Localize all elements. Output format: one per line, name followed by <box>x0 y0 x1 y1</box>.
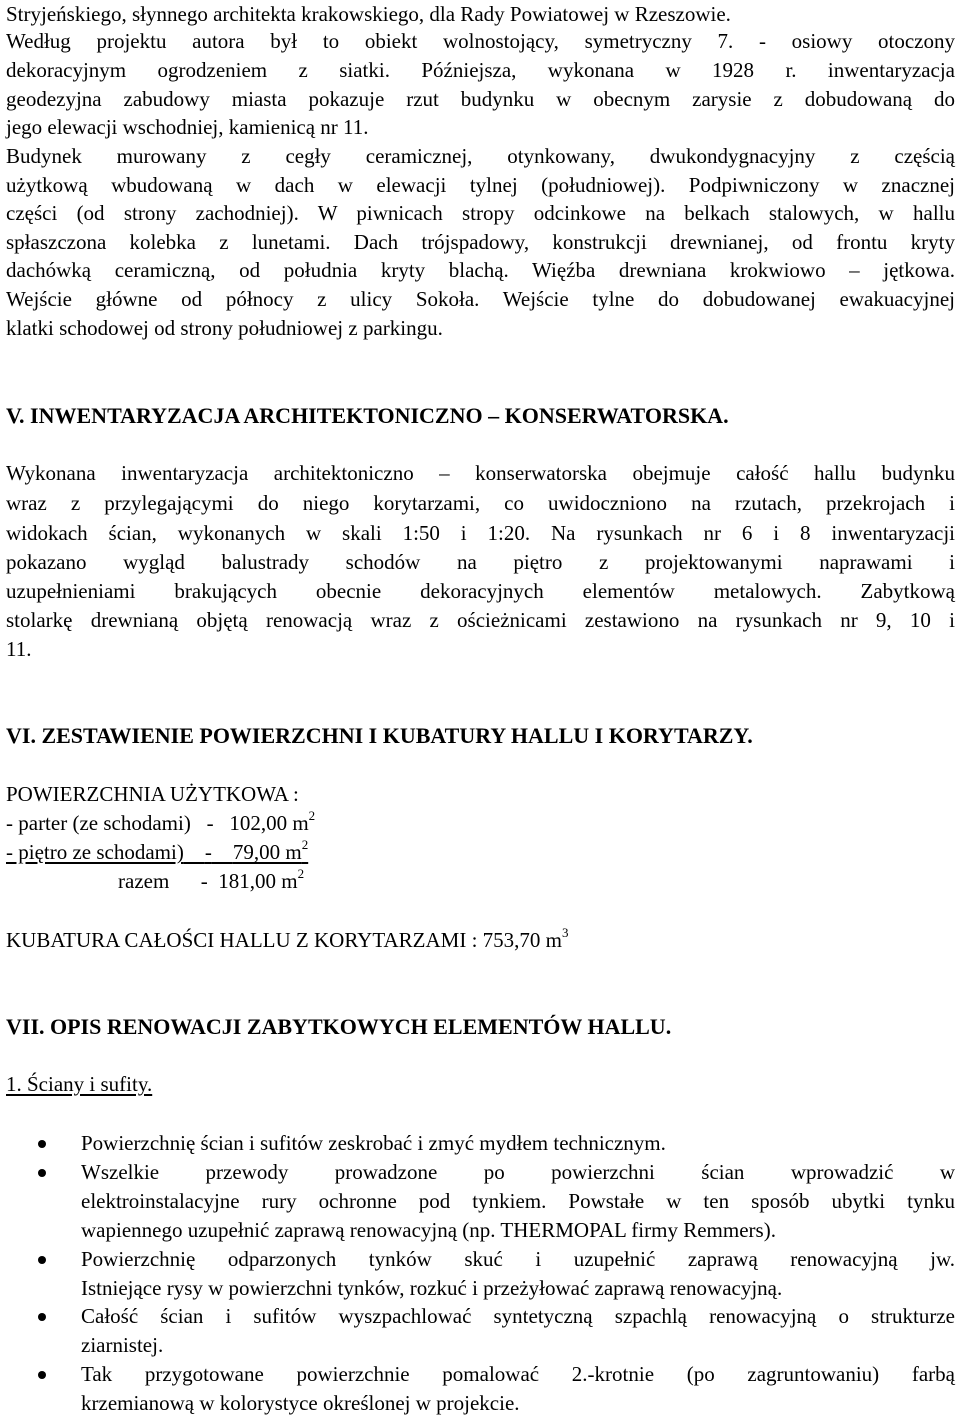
text-line: geodezyjna zabudowy miasta pokazuje rzut budynku w obecnym zarysie z dobudowaną do <box>6 87 955 111</box>
text-line: jego elewacji wschodniej, kamienicą nr 11. <box>6 115 369 139</box>
text-line: Wejście główne od północy z ulicy Sokoła. Wejście tylne do dobudowanej ewakuacyjnej <box>6 287 955 311</box>
text-line: pokazano wygląd balustrady schodów na piętro z projektowanymi naprawami i <box>6 550 955 574</box>
bullet-dot <box>38 1256 46 1264</box>
section-heading: V. INWENTARYZACJA ARCHITEKTONICZNO – KONSERWATORSKA. <box>6 403 729 428</box>
area-row-value: 181,00 m <box>218 869 298 893</box>
bullet-line: Powierzchnię ścian i sufitów zeskrobać i zmyć mydłem technicznym. <box>81 1131 666 1155</box>
section-heading: VII. OPIS RENOWACJI ZABYTKOWYCH ELEMENTÓW HALLU. <box>6 1014 672 1039</box>
bullet-dot <box>38 1169 46 1177</box>
text-line: uzupełnieniami brakujących obecnie dekoracyjnych elementów metalowych. Zabytkową <box>6 579 955 603</box>
text-line: klatki schodowej od strony południowej z parkingu. <box>6 316 443 340</box>
area-row <box>118 867 304 896</box>
area-row-sep: - <box>200 869 208 893</box>
area-label: POWIERZCHNIA UŻYTKOWA : <box>6 782 299 806</box>
bullet-line: ziarnistej. <box>81 1333 164 1357</box>
area-row-label: - piętro ze schodami) <box>6 840 184 864</box>
area-row-value: 79,00 m <box>232 840 302 864</box>
bullet-line: Wszelkie przewody prowadzone po powierzchni ścian wprowadzić w <box>81 1160 955 1184</box>
text-line: dekoracyjnym ogrodzeniem z siatki. Późniejsza, wykonana w 1928 r. inwentaryzacja <box>6 58 955 82</box>
subsection-heading: 1. Ściany i sufity. <box>6 1072 153 1096</box>
bullet-line: elektroinstalacyjne rury ochronne pod tynkiem. Powstałe w ten sposób ubytki tynku <box>81 1189 955 1213</box>
area-row-value: 102,00 m <box>229 811 309 835</box>
area-row <box>6 809 315 838</box>
text-line: spłaszczona kolebka z lunetami. Dach trójspadowy, konstrukcji drewnianej, od frontu kryty <box>6 230 955 254</box>
text-line: Wykonana inwentaryzacja architektoniczno – konserwatorska obejmuje całość hallu budynku <box>6 461 955 485</box>
bullet-line: Istniejące rysy w powierzchni tynków, rozkuć i przeżyłować zaprawą renowacyjną. <box>81 1276 783 1300</box>
area-row-label: - parter (ze schodami) <box>6 811 191 835</box>
area-row <box>6 838 308 867</box>
volume-line <box>6 926 569 955</box>
text-line: części (od strony zachodniej). W piwnicach stropy odcinkowe na belkach stalowych, w hallu <box>6 201 955 225</box>
section-heading: VI. ZESTAWIENIE POWIERZCHNI I KUBATURY HALLU I KORYTARZY. <box>6 723 753 748</box>
text-line: użytkową wbudowaną w dach w elewacji tylnej (południowej). Podpiwniczony w znacznej <box>6 173 955 197</box>
bullet-line: wapiennego uzupełnić zaprawą renowacyjną (np. THERMOPAL firmy Remmers). <box>81 1218 776 1242</box>
text-line: dachówką ceramiczną, od południa kryty blachą. Więźba drewniana krokwiowo – jętkowa. <box>6 258 955 282</box>
volume-exp: 3 <box>562 925 569 940</box>
bullet-line: Tak przygotowane powierzchnie pomalować 2.-krotnie (po zagruntowaniu) farbą <box>81 1362 955 1386</box>
volume-text: KUBATURA CAŁOŚCI HALLU Z KORYTARZAMI : 753,70 m <box>6 928 562 952</box>
bullet-line: krzemianową w kolorystyce określonej w projekcie. <box>81 1391 520 1415</box>
area-row-exp: 2 <box>301 837 309 852</box>
bullet-dot <box>38 1371 46 1379</box>
bullet-line: Powierzchnię odparzonych tynków skuć i uzupełnić zaprawą renowacyjną jw. <box>81 1247 955 1271</box>
area-row-sep: - <box>206 811 214 835</box>
text-line: Według projektu autora był to obiekt wolnostojący, symetryczny 7. - osiowy otoczony <box>6 29 955 53</box>
text-line: Stryjeńskiego, słynnego architekta krakowskiego, dla Rady Powiatowej w Rzeszowie. <box>6 2 731 26</box>
text-line: wraz z przylegającymi do niego korytarzami, co uwidoczniono na rzutach, przekrojach i <box>6 491 955 515</box>
text-line: 11. <box>6 637 32 661</box>
area-row-label: razem <box>118 869 170 893</box>
bullet-dot <box>38 1313 46 1321</box>
text-line: widokach ścian, wykonanych w skali 1:50 i 1:20. Na rysunkach nr 6 i 8 inwentaryzacji <box>6 521 955 545</box>
area-row-exp: 2 <box>308 808 316 823</box>
bullet-dot <box>38 1140 46 1148</box>
text-line: stolarkę drewnianą objętą renowacją wraz z ościeżnicami zestawiono na rysunkach nr 9, 10 i <box>6 608 955 632</box>
text-line: Budynek murowany z cegły ceramicznej, otynkowany, dwukondygnacyjny z częścią <box>6 144 955 168</box>
area-row-exp: 2 <box>297 866 305 881</box>
area-row-sep: - <box>204 840 212 864</box>
bullet-line: Całość ścian i sufitów wyszpachlować syntetyczną szpachlą renowacyjną o strukturze <box>81 1304 955 1328</box>
